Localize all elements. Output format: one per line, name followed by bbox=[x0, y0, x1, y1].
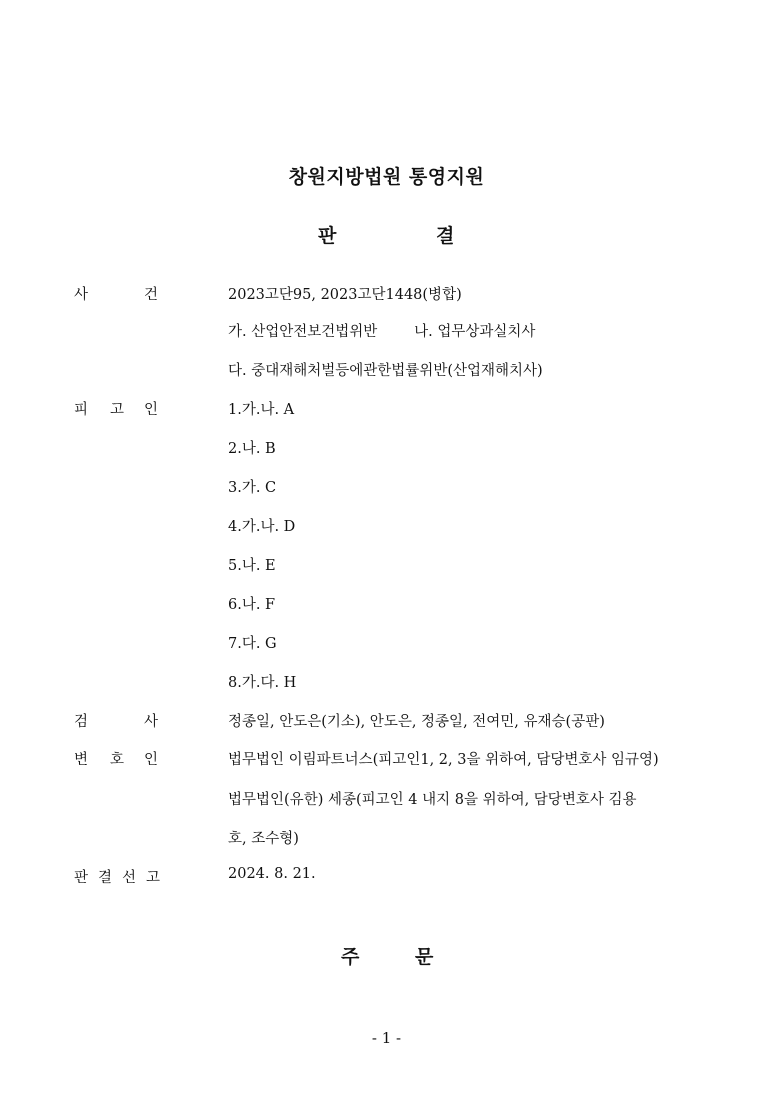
case-label bbox=[74, 283, 158, 304]
prosecutors-list: 정종일, 안도은(기소), 안도은, 정종일, 전여민, 유재승(공판) bbox=[228, 714, 605, 730]
case-charges-c: 다. 중대재해처벌등에관한법률위반(산업재해치사) bbox=[228, 363, 543, 379]
counsel-label bbox=[74, 748, 158, 769]
page-number: - 1 - bbox=[371, 1029, 402, 1047]
judgment-date-label-char: 판 bbox=[74, 870, 89, 886]
judgment-date: 2024. 8. 21. bbox=[228, 866, 316, 882]
judgment-date-label bbox=[74, 866, 160, 887]
defendants-label bbox=[74, 398, 158, 419]
judgment-date-label-char: 선 bbox=[122, 870, 137, 886]
judgment-date-label-char: 결 bbox=[98, 870, 113, 886]
main-heading-char-2: 문 bbox=[415, 946, 434, 968]
judgment-date-label-char: 고 bbox=[146, 870, 161, 886]
defendants-label-char: 인 bbox=[144, 402, 159, 418]
defendant-item: 8.가.다. H bbox=[228, 675, 297, 691]
counsel-label-char: 호 bbox=[110, 752, 125, 768]
document-title-char-2: 결 bbox=[436, 225, 455, 247]
defendants-label-char: 고 bbox=[110, 402, 125, 418]
prosecutors-label-char: 사 bbox=[144, 714, 159, 730]
defendant-item: 4.가.나. D bbox=[228, 519, 296, 535]
main-heading-char-1: 주 bbox=[341, 946, 360, 968]
defendants-label-char: 피 bbox=[74, 402, 89, 418]
document-title-char-1: 판 bbox=[318, 225, 337, 247]
defendant-item: 3.가. C bbox=[228, 480, 277, 496]
defendant-item: 6.나. F bbox=[228, 597, 276, 613]
case-charges-a-b: 가. 산업안전보건법위반 나. 업무상과실치사 bbox=[228, 324, 536, 340]
prosecutors-label bbox=[74, 710, 158, 731]
counsel-line: 법무법인 이림파트너스(피고인1, 2, 3을 위하여, 담당변호사 임규영) bbox=[228, 752, 659, 768]
defendant-item: 2.나. B bbox=[228, 441, 276, 457]
counsel-label-char: 변 bbox=[74, 752, 89, 768]
court-name: 창원지방법원 통영지원 bbox=[288, 166, 485, 188]
counsel-line: 법무법인(유한) 세종(피고인 4 내지 8을 위하여, 담당변호사 김용 bbox=[228, 792, 637, 808]
case-number: 2023고단95, 2023고단1448(병합) bbox=[228, 287, 462, 303]
case-label-char: 사 bbox=[74, 287, 89, 303]
counsel-line: 호, 조수형) bbox=[228, 831, 299, 847]
defendant-item: 1.가.나. A bbox=[228, 402, 295, 418]
counsel-label-char: 인 bbox=[144, 752, 159, 768]
prosecutors-label-char: 검 bbox=[74, 714, 89, 730]
case-label-char: 건 bbox=[144, 287, 159, 303]
defendant-item: 5.나. E bbox=[228, 558, 276, 574]
defendant-item: 7.다. G bbox=[228, 636, 277, 652]
